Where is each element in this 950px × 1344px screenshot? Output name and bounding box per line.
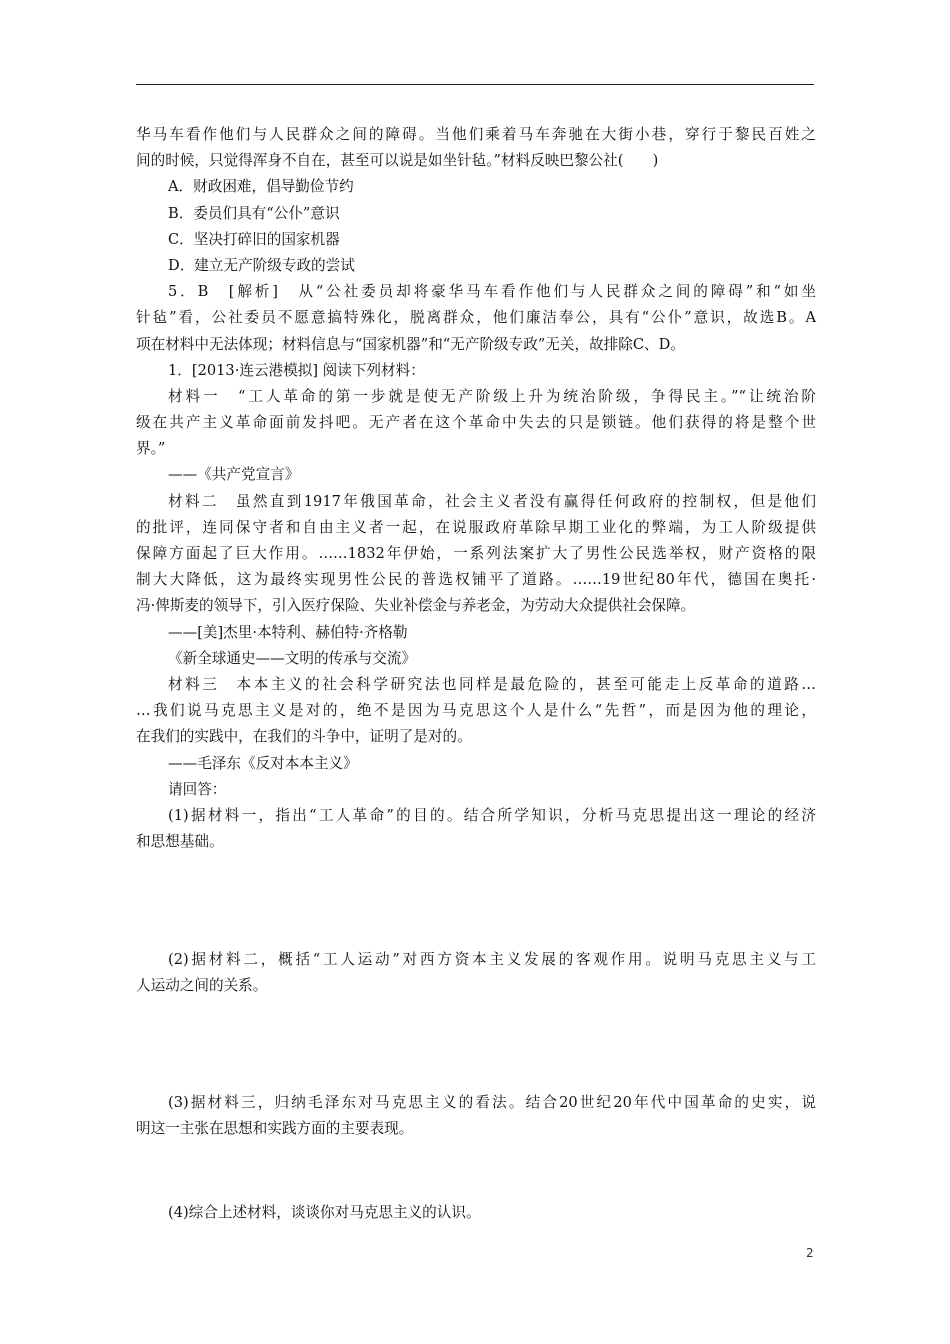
sub-question-2 — [136, 947, 816, 999]
answer-line: 项在材料中无法体现；材料信息与“国家机器”和“无产阶级专政”无关，故排除C、D。 — [136, 335, 685, 353]
question-tail-line: 华马车看作他们与人民群众之间的障碍。当他们乘着马车奔驰在大街小巷，穿行于黎民百姓之 — [136, 126, 816, 143]
material-line: 保障方面起了巨大作用。……1832年伊始，一系列法案扩大了男性公民选举权，财产资格的限 — [136, 545, 816, 562]
material-line: 级在共产主义革命面前发抖吧。无产者在这个革命中失去的只是锁链。他们获得的将是整个世 — [136, 414, 816, 432]
sub-question-line: (2)据材料二，概括“工人运动”对西方资本主义发展的客观作用。说明马克思主义与工 — [168, 951, 816, 969]
answer-space — [136, 855, 816, 947]
sub-question-4 — [136, 1200, 816, 1226]
material-source: ——《共产党宣言》 — [168, 466, 300, 484]
option-a: A．财政困难，倡导勤俭节约 — [168, 178, 354, 196]
option-c: C．坚决打碎旧的国家机器 — [168, 230, 340, 248]
material-three — [136, 672, 816, 777]
answer-space — [136, 1142, 816, 1200]
sub-question-line: (3)据材料三，归纳毛泽东对马克思主义的看法。结合20世纪20年代中国革命的史实，说 — [168, 1093, 816, 1111]
option-b: B．委员们具有“公仆”意识 — [168, 204, 340, 222]
question-tail-line: 间的时候，只觉得浑身不自在，甚至可以说是如坐针毡。”材料反映巴黎公社( ) — [136, 152, 659, 170]
sub-question-line: (1)据材料一，指出“工人革命”的目的。结合所学知识，分析马克思提出这一理论的经济 — [168, 806, 816, 824]
material-line: 的批评，连同保守者和自由主义者一起，在说服政府革除早期工业化的弊端，为工人阶级提供 — [136, 518, 816, 536]
material-one — [136, 384, 816, 489]
material-line: 界。” — [136, 440, 166, 458]
document-body — [136, 122, 816, 1226]
material-line: 冯·俾斯麦的领导下，引入医疗保险、失业补偿金与养老金，为劳动大众提供社会保障。 — [136, 597, 696, 615]
sub-question-line: 明这一主张在思想和实践方面的主要表现。 — [136, 1119, 414, 1137]
material-line: 在我们的实践中，在我们的斗争中，证明了是对的。 — [136, 728, 472, 746]
material-two — [136, 489, 816, 672]
material-source: 《新全球通史——文明的传承与交流》 — [168, 649, 417, 667]
answer-space — [136, 1000, 816, 1090]
answer-prompt: 请回答： — [168, 780, 227, 798]
material-line: 材料二 虽然直到1917年俄国革命，社会主义者没有赢得任何政府的控制权，但是他们 — [168, 492, 816, 510]
material-line: 材料一 “工人革命的第一步就是使无产阶级上升为统治阶级，争得民主。”“让统治阶 — [168, 387, 816, 405]
answer-options — [136, 174, 816, 279]
page-number: 2 — [806, 1246, 814, 1260]
answer-line: 针毡”看，公社委员不愿意搞特殊化，脱离群众，他们廉洁奉公，具有“公仆”意识，故选B。A — [136, 309, 816, 327]
material-line: 材料三 本本主义的社会科学研究法也同样是最危险的，甚至可能走上反革命的道路… — [168, 675, 816, 693]
sub-question-3 — [136, 1090, 816, 1142]
sub-question-1 — [136, 803, 816, 855]
answer-line: 5．B [解析] 从“公社委员却将豪华马车看作他们与人民群众之间的障碍”和“如坐 — [168, 283, 816, 301]
header-rule — [136, 84, 814, 85]
material-source: ——毛泽东《反对本本主义》 — [168, 754, 358, 772]
material-source: ——[美]杰里·本特利、赫伯特·齐格勒 — [168, 623, 408, 641]
material-line: 制大大降低，这为最终实现男性公民的普选权铺平了道路。……19世纪80年代，德国在奥托· — [136, 571, 816, 589]
material-line: …我们说马克思主义是对的，绝不是因为马克思这个人是什么“先哲”，而是因为他的理论， — [136, 702, 816, 720]
sub-question-line: (4)综合上述材料，谈谈你对马克思主义的认识。 — [168, 1204, 481, 1221]
answer-explanation — [136, 279, 816, 358]
question-heading: 1．[2013·连云港模拟] 阅读下列材料： — [168, 361, 425, 379]
sub-question-line: 人运动之间的关系。 — [136, 977, 268, 995]
question-tail — [136, 122, 816, 174]
option-d: D．建立无产阶级专政的尝试 — [168, 256, 355, 274]
sub-question-line: 和思想基础。 — [136, 833, 224, 851]
